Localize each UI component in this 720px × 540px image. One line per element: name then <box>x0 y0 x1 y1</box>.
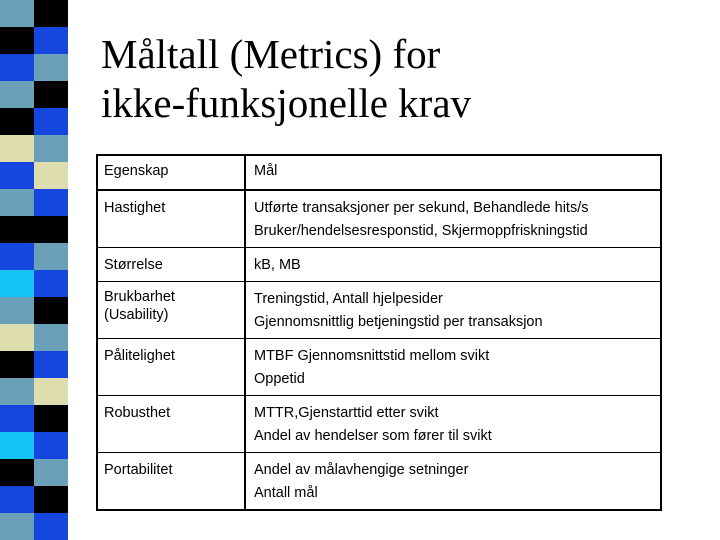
title-line-2: ikke-funksjonelle krav <box>101 80 472 126</box>
row-property: Portabilitet <box>97 453 245 511</box>
stripe-block <box>34 0 68 27</box>
stripe-block <box>0 162 34 189</box>
row-metric <box>245 190 661 248</box>
metric-line: MTBF Gjennomsnittstid mellom svikt <box>254 348 490 364</box>
table-row <box>97 190 661 248</box>
row-property: Brukbarhet (Usability) <box>97 282 245 339</box>
metric-line: Bruker/hendelsesresponstid, Skjermoppfriskningstid <box>254 223 588 239</box>
stripe-block <box>34 81 68 108</box>
metrics-table <box>96 154 662 511</box>
row-metric <box>245 248 661 282</box>
stripe-block <box>0 81 34 108</box>
stripe-block <box>0 351 34 378</box>
row-property: Pålitelighet <box>97 339 245 396</box>
metric-line: kB, MB <box>254 257 301 273</box>
stripe-block <box>0 243 34 270</box>
stripe-block <box>0 108 34 135</box>
stripe-block <box>0 270 34 297</box>
stripe-block <box>34 108 68 135</box>
page-title <box>101 30 701 128</box>
row-property: Robusthet <box>97 396 245 453</box>
stripe-block <box>34 27 68 54</box>
metric-line: Treningstid, Antall hjelpesider <box>254 291 443 307</box>
stripe-block <box>0 216 34 243</box>
stripe-block <box>34 378 68 405</box>
row-property: Hastighet <box>97 190 245 248</box>
stripe-block <box>0 324 34 351</box>
stripe-block <box>34 513 68 540</box>
table-row <box>97 248 661 282</box>
stripe-block <box>0 459 34 486</box>
metric-line: Andel av målavhengige setninger <box>254 462 469 478</box>
row-metric <box>245 339 661 396</box>
stripe-block <box>0 0 34 27</box>
stripe-block <box>34 486 68 513</box>
table-row <box>97 453 661 511</box>
stripe-block <box>0 432 34 459</box>
stripe-block <box>34 162 68 189</box>
header-metric: Mål <box>245 155 661 190</box>
stripe-block <box>34 324 68 351</box>
row-metric <box>245 453 661 511</box>
decorative-stripe <box>0 0 68 540</box>
metric-line: Utførte transaksjoner per sekund, Behandlede hits/s <box>254 200 589 216</box>
stripe-block <box>0 405 34 432</box>
stripe-block <box>34 216 68 243</box>
stripe-block <box>0 486 34 513</box>
stripe-block <box>0 135 34 162</box>
stripe-block <box>34 297 68 324</box>
stripe-block <box>34 351 68 378</box>
stripe-block <box>0 27 34 54</box>
table-row <box>97 339 661 396</box>
stripe-block <box>34 405 68 432</box>
metric-line: Andel av hendelser som fører til svikt <box>254 428 492 444</box>
header-property: Egenskap <box>97 155 245 190</box>
title-line-1: Måltall (Metrics) for <box>101 31 441 77</box>
table-header-row <box>97 155 661 190</box>
stripe-block <box>34 270 68 297</box>
row-metric <box>245 396 661 453</box>
table-row <box>97 282 661 339</box>
stripe-block <box>34 459 68 486</box>
metric-line: Oppetid <box>254 371 305 387</box>
metric-line: Gjennomsnittlig betjeningstid per transaksjon <box>254 314 543 330</box>
stripe-block <box>34 54 68 81</box>
stripe-block <box>0 297 34 324</box>
stripe-block <box>34 135 68 162</box>
stripe-block <box>0 189 34 216</box>
row-metric <box>245 282 661 339</box>
metric-line: MTTR,Gjenstarttid etter svikt <box>254 405 439 421</box>
stripe-block <box>34 432 68 459</box>
table-row <box>97 396 661 453</box>
stripe-block <box>0 378 34 405</box>
metric-line: Antall mål <box>254 485 318 501</box>
stripe-block <box>0 513 34 540</box>
stripe-block <box>34 243 68 270</box>
stripe-block <box>34 189 68 216</box>
stripe-block <box>0 54 34 81</box>
row-property: Størrelse <box>97 248 245 282</box>
